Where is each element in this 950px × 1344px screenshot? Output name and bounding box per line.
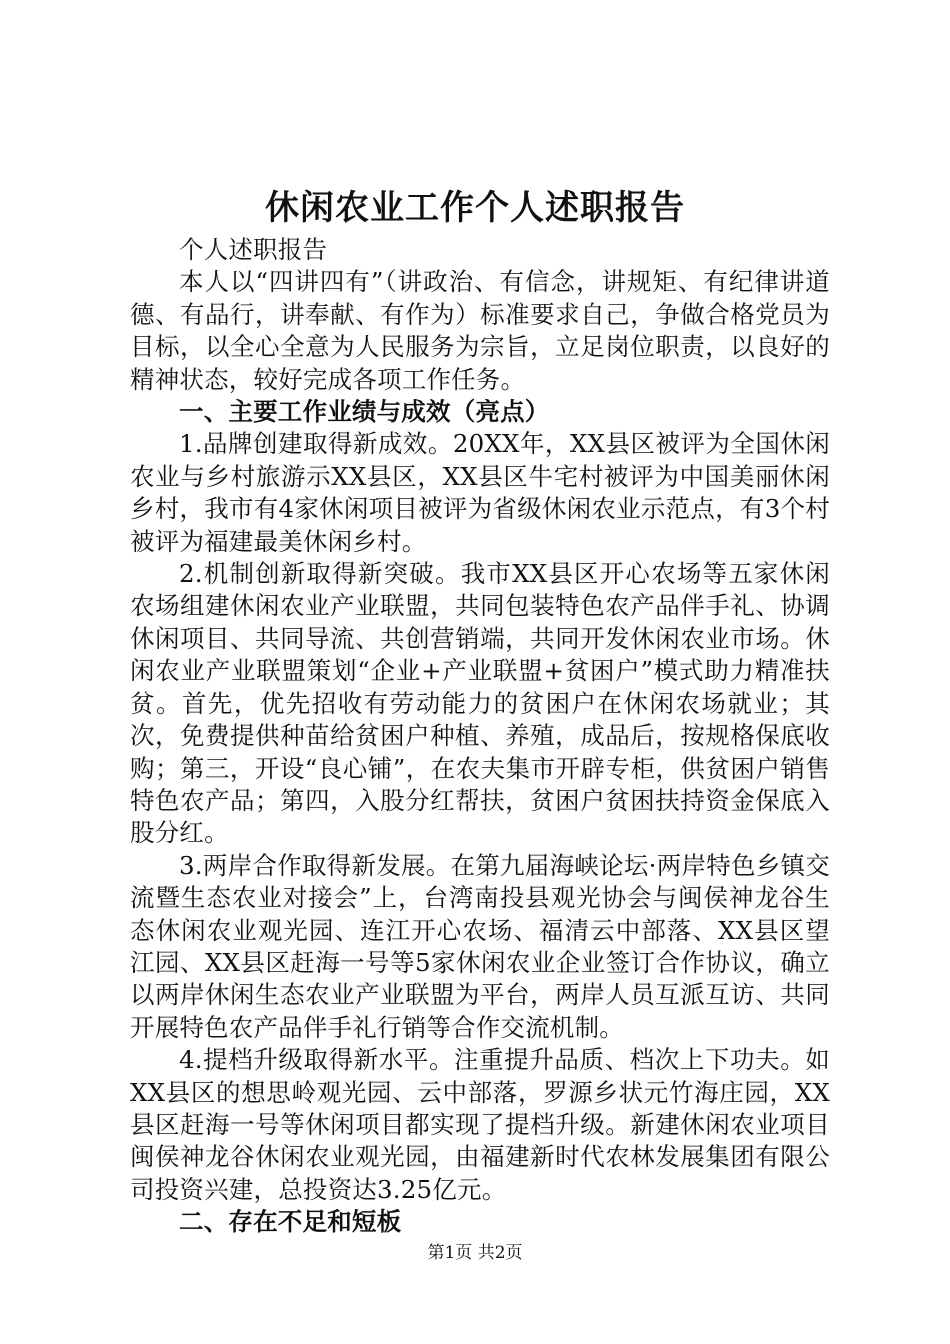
paragraph-item-2: 2.机制创新取得新突破。我市XX县区开心农场等五家休闲农场组建休闲农业产业联盟，共同包装特色农产品伴手礼、协调休闲项目、共同导流、共创营销端，共同开发休闲农业市场。休闲农业产业联盟策划“企业+产业联盟+贫困户”模式助力精准扶贫。首先，优先招收有劳动能力的贫困户在休闲农场就业；其次，免费提供种苗给贫困户种植、养殖，成品后，按规格保底收购；第三，开设“良心铺”，在农夫集市开辟专柜，供贫困户销售特色农产品；第四，入股分红帮扶，贫困户贫困扶持资金保底入股分红。 — [130, 559, 830, 848]
paragraph-item-4: 4.提档升级取得新水平。注重提升品质、档次上下功夫。如XX县区的想思岭观光园、云中部落，罗源乡状元竹海庄园，XX县区赶海一号等休闲项目都实现了提档升级。新建休闲农业项目闽侯神龙谷休闲农业观光园，由福建新时代农林发展集团有限公司投资兴建，总投资达3.25亿元。 — [130, 1045, 830, 1204]
paragraph-subtitle: 个人述职报告 — [179, 235, 328, 264]
page-footer: 第1页 共2页 — [427, 1243, 523, 1263]
document-title: 休闲农业工作个人述职报告 — [265, 188, 685, 228]
paragraph-intro: 本人以“四讲四有”（讲政治、有信念，讲规矩、有纪律讲道德、有品行，讲奉献、有作为）标准要求自己，争做合格党员为目标，以全心全意为人民服务为宗旨，立足岗位职责，以良好的精神状态，较好完成各项工作任务。 — [130, 267, 830, 394]
section-heading-shortcomings: 二、存在不足和短板 — [179, 1207, 402, 1237]
section-heading-achievements: 一、主要工作业绩与成效（亮点） — [179, 397, 550, 427]
paragraph-item-1: 1.品牌创建取得新成效。20XX年，XX县区被评为全国休闲农业与乡村旅游示XX县区，XX县区牛宅村被评为中国美丽休闲乡村，我市有4家休闲项目被评为省级休闲农业示范点，有3个村被评为福建最美休闲乡村。 — [130, 429, 830, 556]
paragraph-item-3: 3.两岸合作取得新发展。在第九届海峡论坛·两岸特色乡镇交流暨生态农业对接会”上，台湾南投县观光协会与闽侯神龙谷生态休闲农业观光园、连江开心农场、福清云中部落、XX县区望江园、XX县区赶海一号等5家休闲农业企业签订合作协议，确立以两岸休闲生态农业产业联盟为平台，两岸人员互派互访、共同开展特色农产品伴手礼行销等合作交流机制。 — [130, 850, 830, 1042]
document-body — [130, 234, 830, 1239]
